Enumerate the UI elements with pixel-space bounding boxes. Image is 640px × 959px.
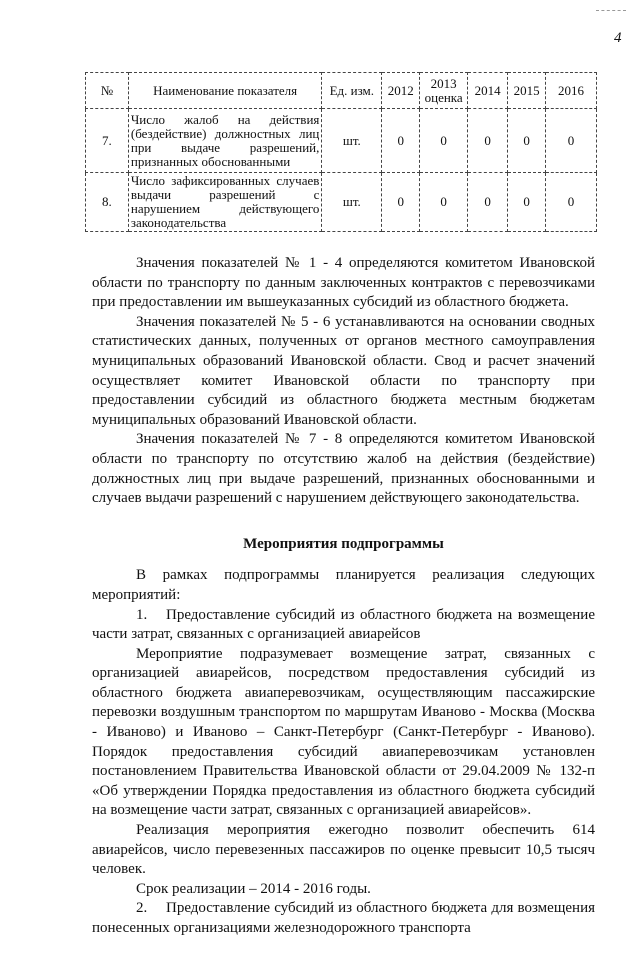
paragraph: Значения показателей № 5 - 6 устанавливаются на основании сводных статистических данных, полученных от органов местного самоуправления муниципальных образований Ивановской области. Свод и расчет значений осуществляет комитет Ивановской области по транспорту при предоставлении субсидий из областного бюджета местным бюджетам муниципальных образований Ивановской области. — [92, 313, 595, 428]
row-value: 0 — [508, 173, 546, 232]
header-2013: 2013 оценка — [420, 73, 468, 109]
row-unit: шт. — [322, 109, 382, 173]
indicator-notes — [92, 254, 595, 509]
row-value: 0 — [382, 109, 420, 173]
scan-mark — [596, 10, 626, 11]
table-row — [86, 173, 597, 232]
item1-title-text: Предоставление субсидий из областного бюджета на возмещение части затрат, связанных с организацией авиарейсов — [92, 606, 595, 643]
header-2015: 2015 — [508, 73, 546, 109]
row-name: Число жалоб на действия (бездействие) должностных лиц при выдаче разрешений, признанных обоснованными — [128, 109, 322, 173]
item2-number: 2. — [136, 900, 148, 917]
table-row — [86, 109, 597, 173]
row-value: 0 — [420, 109, 468, 173]
row-value: 0 — [546, 109, 597, 173]
item2-title-text: Предоставление субсидий из областного бюджета для возмещения понесенных организациями железнодорожного транспорта — [92, 900, 595, 936]
table-header-row — [86, 73, 597, 109]
row-value: 0 — [546, 173, 597, 232]
row-value: 0 — [468, 109, 508, 173]
page-number: 4 — [614, 30, 622, 46]
item1-number: 1. — [136, 606, 148, 623]
header-2014: 2014 — [468, 73, 508, 109]
section-heading: Мероприятия подпрограммы — [243, 535, 444, 552]
paragraph: Значения показателей № 7 - 8 определяются комитетом Ивановской области по транспорту по отсутствию жалоб на действия (бездействие) должностных лиц при выдаче разрешений, признанных обоснованными и случаев выдачи разрешений с нарушением действующего законодательства. — [92, 431, 595, 507]
row-num: 8. — [86, 173, 129, 232]
row-unit: шт. — [322, 173, 382, 232]
paragraph: Мероприятие подразумевает возмещение затрат, связанных с организацией авиарейсов, посредством предоставления субсидий из областного бюджета авиаперевозчикам, осуществляющим пассажирские перевозки воздушным транспортом по маршрутам Иваново - Москва (Москва - Иваново) и Иваново – Санкт-Петербург (Санкт-Петербург - Иваново). Порядок предоставления субсидий авиаперевозчикам установлен постановлением Правительства Ивановской области от 29.04.2009 № 132-п «Об утверждении Порядка предоставления из областного бюджета субсидий на возмещение части затрат, связанных с организацией авиарейсов». — [92, 645, 595, 819]
paragraph: Срок реализации – 2014 - 2016 годы. — [136, 880, 371, 897]
row-num: 7. — [86, 109, 129, 173]
paragraph: Значения показателей № 1 - 4 определяются комитетом Ивановской области по транспорту по данным заключенных контрактов с перевозчиками при предоставлении им вышеуказанных субсидий из областного бюджета. — [92, 255, 595, 311]
measures-section — [92, 566, 595, 938]
row-value: 0 — [508, 109, 546, 173]
header-name: Наименование показателя — [128, 73, 322, 109]
header-num: № — [86, 73, 129, 109]
header-2016: 2016 — [546, 73, 597, 109]
paragraph: Реализация мероприятия ежегодно позволит обеспечить 614 авиарейсов, число перевезенных пассажиров по оценке превысит 10,5 тысяч человек. — [92, 822, 595, 878]
indicators-table — [85, 72, 597, 232]
row-value: 0 — [468, 173, 508, 232]
row-value: 0 — [382, 173, 420, 232]
item2-title — [92, 899, 595, 938]
item1-title — [92, 606, 595, 645]
header-2012: 2012 — [382, 73, 420, 109]
row-name: Число зафиксированных случаев выдачи разрешений с нарушением действующего законодательства — [128, 173, 322, 232]
intro-paragraph: В рамках подпрограммы планируется реализация следующих мероприятий: — [92, 567, 595, 603]
header-unit: Ед. изм. — [322, 73, 382, 109]
row-value: 0 — [420, 173, 468, 232]
